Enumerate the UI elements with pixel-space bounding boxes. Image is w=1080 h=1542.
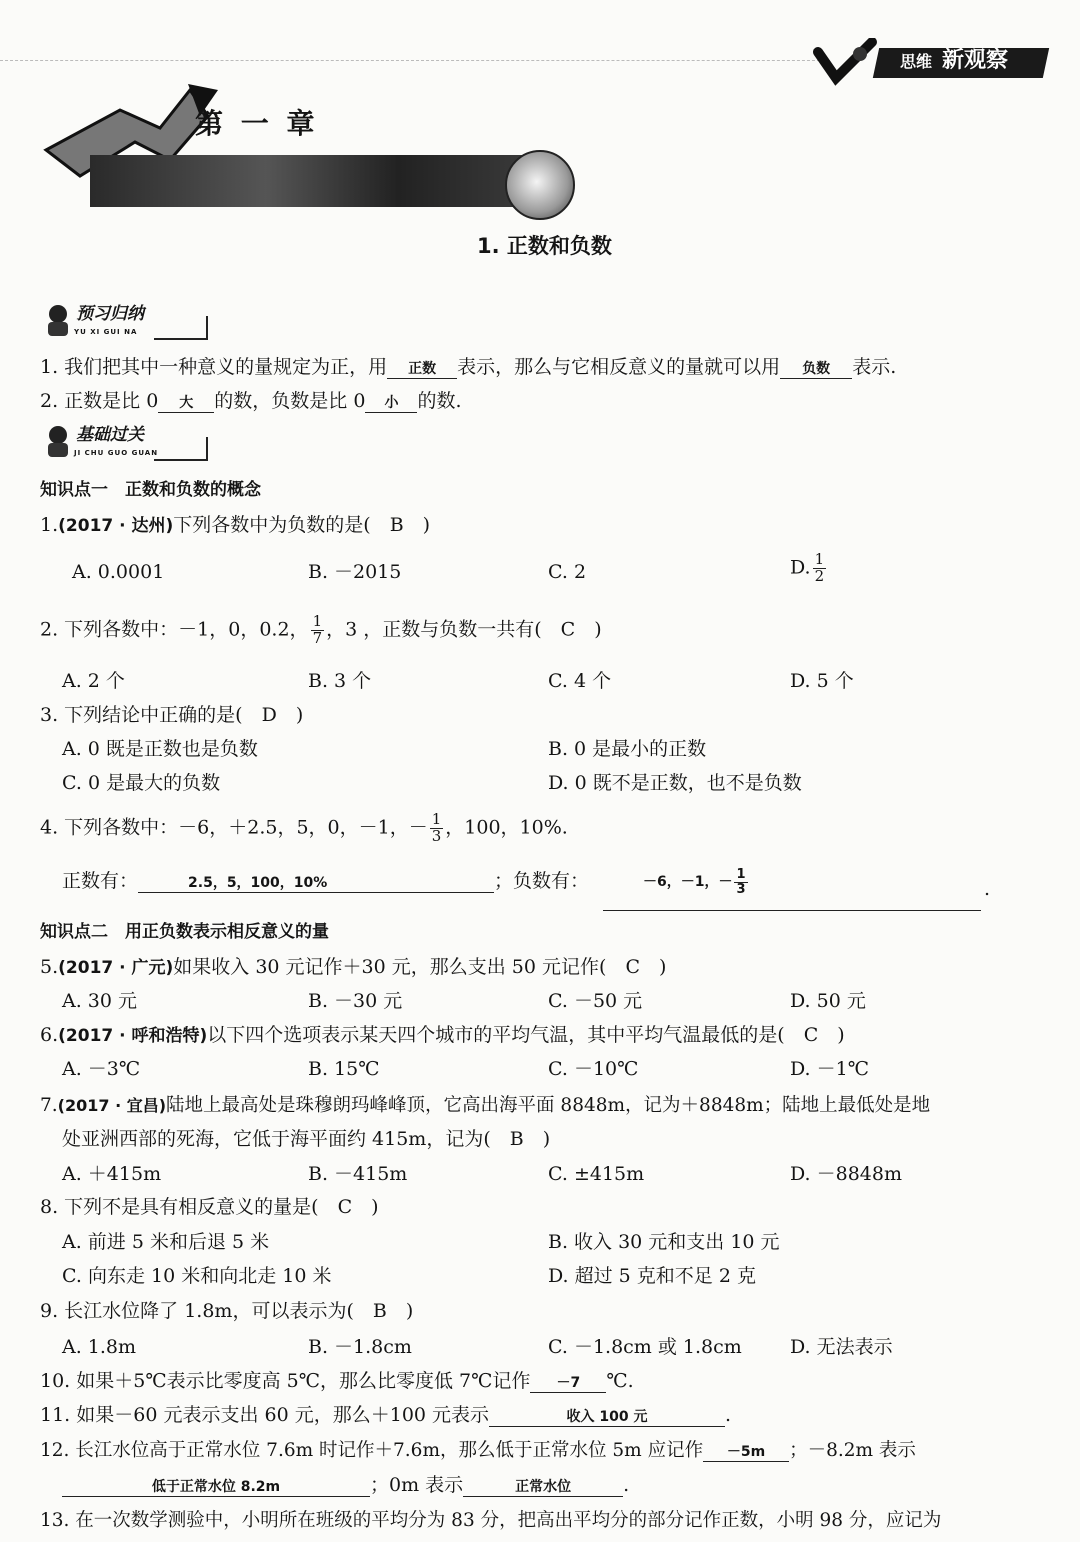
q6-text: 以下四个选项表示某天四个城市的平均气温，其中平均气温最低的是( C ) [207,1024,845,1046]
q9-option-b: B. －1.8cm [308,1336,412,1358]
q1-option-d-label: D. [790,556,811,579]
q5-stem [40,958,666,977]
q3-stem: 3. 下列结论中正确的是( D ) [40,704,304,726]
lesson-title: 1. 正数和负数 [477,234,612,258]
q12-line1 [40,1442,916,1462]
q6-option-d: D. －1℃ [790,1058,869,1080]
q1-source: (2017 · 达州) [58,516,174,536]
q10-blank: －7 [530,1376,606,1393]
q4-negative-answer-block [603,866,981,911]
q1-option-d-fraction: $\frac{1}{2}$ [814,550,825,585]
q3-option-b: B. 0 是最小的正数 [548,738,707,760]
section-preview-header [44,304,214,342]
q8-stem: 8. 下列不是具有相反意义的量是( C ) [40,1196,379,1218]
q11-b: . [725,1404,732,1426]
q12-blank3: 正常水位 [463,1480,623,1497]
q7-num: 7. [40,1095,58,1116]
q6-source: (2017 · 呼和浩特) [58,1026,208,1046]
student-icon-2 [44,425,72,459]
q4-negative-fraction: $\frac{1}{3}$ [736,867,746,897]
brand-text-2: 新观察 [942,48,1009,73]
preview-q2-a: 2. 正数是比 0 [40,390,159,412]
q5-option-c: C. －50 元 [548,990,643,1012]
q2-option-a: A. 2 个 [62,670,125,692]
q5-text: 如果收入 30 元记作＋30 元，那么支出 50 元记作( C ) [173,956,667,978]
section-basic-label: 基础过关 [76,425,144,445]
q10-b: ℃. [606,1370,634,1392]
q5-source: (2017 · 广元) [58,958,174,978]
section-basic-pinyin: JI CHU GUO GUAN [74,449,159,457]
q7-stem-line2: 处亚洲西部的死海，它低于海平面约 415m，记为( B ) [62,1128,551,1150]
section-basic-box [154,437,208,461]
preview-q1-b: 表示，那么与它相反意义的量就可以用 [457,356,781,378]
q4-positive-answer: 2.5，5，100，10% [138,876,494,893]
q4-negative-answer: －6，－1，－ $\frac{1}{3}$ [643,867,746,897]
q8-option-b: B. 收入 30 元和支出 10 元 [548,1231,780,1253]
q12-d: . [623,1474,630,1496]
q3-option-a: A. 0 既是正数也是负数 [62,738,258,760]
q4-stem-b: ，100，10%. [445,816,568,839]
q2-option-c: C. 4 个 [548,670,612,692]
q4-end: . [984,878,991,900]
q6-stem [40,1026,845,1045]
q1-num: 1. [40,514,59,536]
q10-a: 10. 如果＋5℃表示比零度高 5℃，那么比零度低 7℃记作 [40,1370,531,1392]
brand-text-1: 思维 [900,52,933,71]
q3-option-d: D. 0 既不是正数，也不是负数 [548,772,802,794]
q9-stem: 9. 长江水位降了 1.8m，可以表示为( B ) [40,1300,414,1322]
preview-q1-blank2: 负数 [780,362,852,379]
q2-fraction: $\frac{1}{7}$ [312,612,323,647]
q8-option-c: C. 向东走 10 米和向北走 10 米 [62,1265,332,1287]
top-rule [0,60,830,61]
q4-stem-a: 4. 下列各数中：－6，＋2.5，5，0，－1，－ [40,816,428,839]
q2-stem [40,614,602,647]
q6-option-c: C. －10℃ [548,1058,639,1080]
q1-stem [40,516,430,535]
q12-line2 [62,1476,629,1497]
student-icon [44,304,72,338]
q12-a: 12. 长江水位高于正常水位 7.6m 时记作＋7.6m，那么低于正常水位 5m 应记作 [40,1440,704,1461]
q4-answer-line [62,872,589,893]
q5-num: 5. [40,956,59,978]
q5-option-d: D. 50 元 [790,990,866,1012]
section-basic-header [44,425,214,463]
q7-option-d: D. －8848m [790,1163,903,1185]
chapter-disc [505,150,575,220]
chapter-band [90,155,530,207]
preview-q2 [40,392,461,413]
q6-num: 6. [40,1024,59,1046]
q9-option-d: D. 无法表示 [790,1336,893,1358]
q11-a: 11. 如果－60 元表示支出 60 元，那么＋100 元表示 [40,1404,490,1426]
preview-q1-a: 1. 我们把其中一种意义的量规定为正，用 [40,356,388,378]
q12-b: ；－8.2m 表示 [789,1440,916,1461]
q13: 13. 在一次数学测验中，小明所在班级的平均分为 83 分，把高出平均分的部分记作正数，小明 98 分，应记为 [40,1510,942,1531]
q7-option-b: B. －415m [308,1163,408,1185]
section-preview-pinyin: YU XI GUI NA [74,328,138,336]
q10 [40,1372,634,1393]
chapter-title: 第 一 章 [195,107,319,140]
q2-option-b: B. 3 个 [308,670,372,692]
q11-blank: 收入 100 元 [489,1410,725,1427]
q9-option-a: A. 1.8m [62,1336,137,1358]
q12-c: ；0m 表示 [370,1474,464,1496]
section-preview-label: 预习归纳 [76,304,144,324]
q2-stem-a: 2. 下列各数中：－1，0，0.2， [40,618,309,641]
preview-q1-blank1: 正数 [387,362,457,379]
q4-fraction: $\frac{1}{3}$ [431,810,442,845]
q2-option-d: D. 5 个 [790,670,854,692]
header-brand [812,38,1037,86]
q7-source: (2017 · 宜昌) [57,1096,167,1115]
q7-stem [40,1097,930,1116]
q1-text: 下列各数中为负数的是( B ) [173,514,431,536]
q1-option-a: A. 0.0001 [72,561,165,583]
chapter-banner [40,80,580,220]
q5-option-b: B. －30 元 [308,990,403,1012]
preview-q1 [40,358,896,379]
preview-q1-c: 表示. [852,356,897,378]
q2-stem-b: ，3 ，正数与负数一共有( C ) [326,618,602,641]
q4-positive-label: 正数有： [62,870,139,892]
kp2-title: 知识点二 用正负数表示相反意义的量 [40,922,329,942]
section-preview-box [154,316,208,340]
q7-option-c: C. ±415m [548,1163,645,1185]
q7-option-a: A. ＋415m [62,1163,162,1185]
q6-option-a: A. －3℃ [62,1058,141,1080]
q1-option-b: B. －2015 [308,561,402,583]
preview-q2-c: 的数. [417,390,462,412]
q9-option-c: C. －1.8cm 或 1.8cm [548,1336,742,1358]
q12-blank2: 低于正常水位 8.2m [62,1480,370,1497]
q4-stem [40,812,568,845]
preview-q2-blank1: 大 [158,396,214,413]
q7-text: 陆地上最高处是珠穆朗玛峰峰顶，它高出海平面 8848m，记为＋8848m；陆地上最低处是地 [166,1095,931,1116]
kp1-title: 知识点一 正数和负数的概念 [40,480,261,500]
q12-blank1: －5m [703,1445,789,1462]
q5-option-a: A. 30 元 [62,990,138,1012]
q1-option-c: C. 2 [548,561,587,583]
q6-option-b: B. 15℃ [308,1058,380,1080]
preview-q2-blank2: 小 [365,396,417,413]
q4-negative-label: ；负数有： [494,870,590,892]
q3-option-c: C. 0 是最大的负数 [62,772,221,794]
q8-option-d: D. 超过 5 克和不足 2 克 [548,1265,756,1287]
q8-option-a: A. 前进 5 米和后退 5 米 [62,1231,270,1253]
preview-q2-b: 的数，负数是比 0 [214,390,366,412]
q11 [40,1406,731,1427]
q1-option-d [790,552,828,585]
